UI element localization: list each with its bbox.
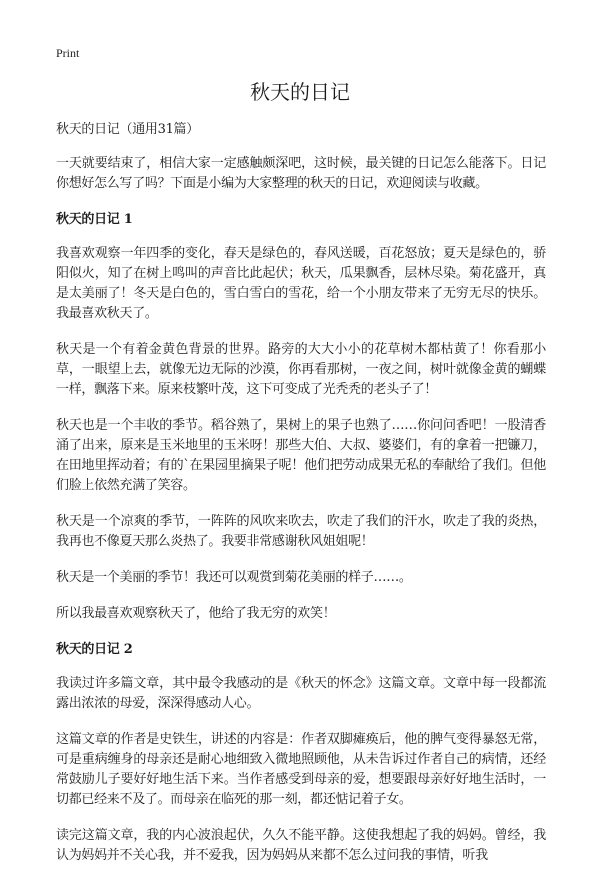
article-subtitle: 秋天的日记（通用31篇） (56, 122, 199, 137)
section-paragraph: 读完这篇文章，我的内心波浪起伏，久久不能平静。这使我想起了我的妈妈。曾经，我认为妈妈并不关心我，并不爱我，因为妈妈从来都不怎么过问我的事情，听我 (56, 828, 546, 863)
intro-paragraph: 一天就要结束了，相信大家一定感触颇深吧，这时候，最关键的日记怎么能落下。日记你想好怎么写了吗？下面是小编为大家整理的秋天的日记，欢迎阅读与收藏。 (56, 156, 546, 191)
section-paragraph: 秋天是一个有着金黄色背景的世界。路旁的大大小小的花草树木都枯黄了！你看那小草，一眼望上去，就像无边无际的沙漠，你再看那树，一夜之间，树叶就像金黄的蝴蝶一样，飘落下来。原来枝繁叶茂，这下可变成了光秃秃的老头子了！ (56, 342, 546, 397)
page-title: 秋天的日记 (250, 80, 350, 104)
section-paragraph: 这篇文章的作者是史铁生，讲述的内容是：作者双脚瘫痪后，他的脾气变得暴怒无常，可是重病缠身的母亲还是耐心地细致入微地照顾他，从未告诉过作者自己的病情，还经常鼓励儿子要好好地生活下来。当作者感受到母亲的爱，想要跟母亲好好地生活时，一切都已经来不及了。而母亲在临死的那一刻，都还惦记着子女。 (56, 732, 546, 807)
section-paragraph: 秋天也是一个丰收的季节。稻谷熟了，果树上的果子也熟了……你问问香吧！一股清香涌了出来，原来是玉米地里的玉米呀！那些大伯、大叔、婆婆们，有的拿着一把镰刀，在田地里挥动着；有的`在果园里摘果子呢！他们把劳动成果无私的奉献给了我们。但他们脸上依然充满了笑容。 (56, 418, 546, 493)
section-heading: 秋天的日记 2 (56, 642, 133, 657)
section-paragraph: 秋天是一个凉爽的季节，一阵阵的风吹来吹去，吹走了我们的汗水，吹走了我的炎热，我再也不像夏天那么炎热了。我要非常感谢秋风姐姐呢！ (56, 514, 546, 549)
article-body (56, 120, 546, 882)
section-paragraph: 秋天是一个美丽的季节！我还可以观赏到菊花美丽的样子……。 (56, 570, 412, 585)
diary-section-2 (56, 640, 546, 866)
section-paragraph: 我喜欢观察一年四季的变化，春天是绿色的，春风送暖，百花怒放；夏天是绿色的，骄阳似火，知了在树上鸣叫的声音比此起伏；秋天，瓜果飘香，层林尽染。菊花盛开，真是太美丽了！冬天是白色的，雪白雪白的雪花，给一个小朋友带来了无穷无尽的快乐。我最喜欢秋天了。 (56, 246, 546, 321)
section-paragraph: 我读过许多篇文章，其中最令我感动的是《秋天的怀念》这篇文章。文章中每一段都流露出浓浓的母爱，深深得感动人心。 (56, 676, 546, 711)
print-link[interactable]: Print (56, 46, 80, 60)
diary-section-1 (56, 210, 546, 624)
section-heading: 秋天的日记 1 (56, 212, 133, 227)
section-paragraph: 所以我最喜欢观察秋天了，他给了我无穷的欢笑！ (56, 606, 336, 621)
